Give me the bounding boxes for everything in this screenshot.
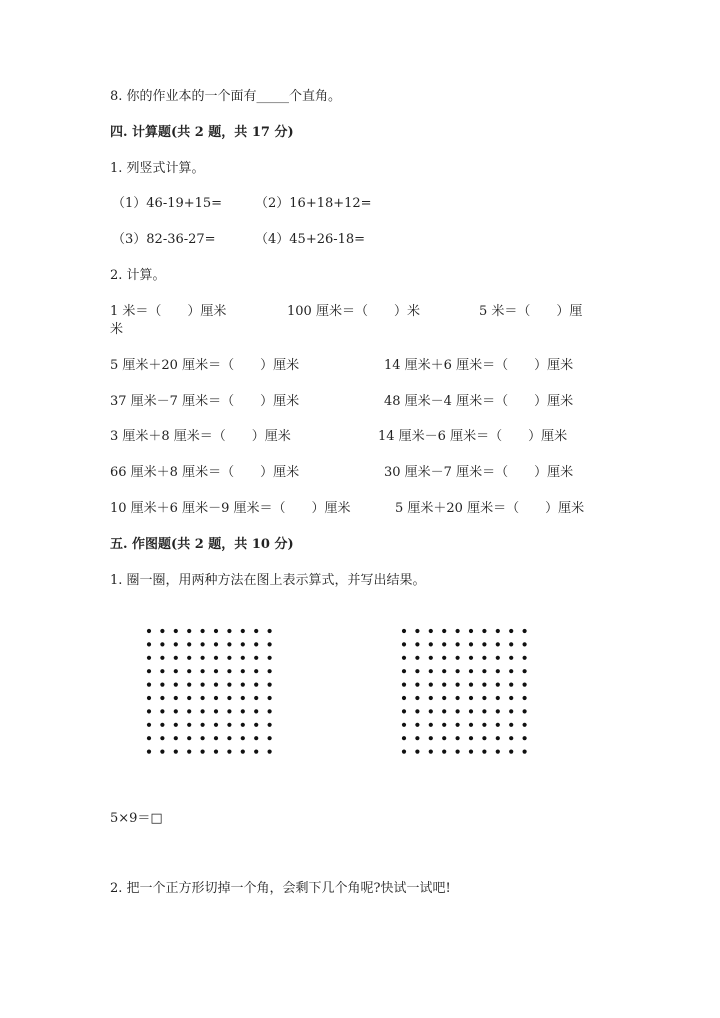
grid-dot <box>509 642 513 646</box>
grid-dot <box>214 629 218 633</box>
grid-dot <box>429 629 433 633</box>
grid-dot <box>268 683 272 687</box>
unit-item: 48 厘米－4 厘米＝（ ）厘米 <box>384 394 574 409</box>
grid-dot <box>482 750 486 754</box>
grid-dot <box>402 629 406 633</box>
grid-dot <box>227 696 231 700</box>
grid-dot <box>268 656 272 660</box>
grid-dot <box>442 696 446 700</box>
grid-dot <box>523 709 527 713</box>
grid-dot <box>482 683 486 687</box>
grid-dot <box>456 723 460 727</box>
grid-dot <box>241 723 245 727</box>
grid-dot <box>227 669 231 673</box>
grid-dot <box>227 683 231 687</box>
grid-dot <box>482 709 486 713</box>
grid-dot <box>496 696 500 700</box>
grid-dot <box>402 642 406 646</box>
section-4-title: 四. 计算题(共 2 题，共 17 分) <box>110 125 294 140</box>
grid-dot <box>429 736 433 740</box>
section-4-q2-title: 2. 计算。 <box>110 268 166 283</box>
grid-dot <box>429 669 433 673</box>
grid-dot <box>429 642 433 646</box>
grid-dot <box>187 736 191 740</box>
grid-dot <box>482 736 486 740</box>
grid-dot <box>268 642 272 646</box>
grid-dot <box>147 709 151 713</box>
grid-dot <box>496 642 500 646</box>
grid-dot <box>429 696 433 700</box>
grid-dot <box>456 642 460 646</box>
grid-dot <box>160 642 164 646</box>
grid-dot <box>523 656 527 660</box>
grid-dot <box>268 750 272 754</box>
grid-dot <box>509 629 513 633</box>
grid-dot <box>415 629 419 633</box>
grid-dot <box>442 736 446 740</box>
dot-grid-right <box>398 625 538 765</box>
grid-dot <box>160 696 164 700</box>
grid-dot <box>402 723 406 727</box>
grid-dot <box>187 696 191 700</box>
grid-dot <box>227 723 231 727</box>
grid-dot <box>160 723 164 727</box>
section-5-q1-title: 1. 圈一圈，用两种方法在图上表示算式，并写出结果。 <box>110 573 426 588</box>
grid-dot <box>214 723 218 727</box>
grid-dot <box>147 642 151 646</box>
unit-row-1 <box>110 303 610 321</box>
grid-dot <box>402 709 406 713</box>
grid-dot <box>509 669 513 673</box>
grid-dot <box>254 669 258 673</box>
grid-dot <box>254 709 258 713</box>
grid-dot <box>187 723 191 727</box>
unit-row-2 <box>110 357 610 375</box>
grid-dot <box>147 683 151 687</box>
grid-dot <box>187 683 191 687</box>
grid-dot <box>496 736 500 740</box>
grid-dot <box>496 683 500 687</box>
unit-item: 14 厘米＋6 厘米＝（ ）厘米 <box>384 358 574 373</box>
grid-dot <box>201 656 205 660</box>
grid-dot <box>241 709 245 713</box>
grid-dot <box>174 709 178 713</box>
grid-dot <box>241 656 245 660</box>
grid-dot <box>469 642 473 646</box>
grid-dot <box>523 642 527 646</box>
section-5-title: 五. 作图题(共 2 题，共 10 分) <box>110 537 294 552</box>
grid-dot <box>509 723 513 727</box>
grid-dot <box>160 669 164 673</box>
grid-dot <box>241 736 245 740</box>
grid-dot <box>241 669 245 673</box>
grid-dot <box>174 750 178 754</box>
grid-dot <box>482 723 486 727</box>
grid-dot <box>456 709 460 713</box>
grid-dot <box>227 736 231 740</box>
unit-item: 5 厘米＋20 厘米＝（ ）厘米 <box>395 501 585 516</box>
grid-dot <box>469 750 473 754</box>
grid-dot <box>214 656 218 660</box>
grid-dot <box>187 709 191 713</box>
grid-dot <box>523 736 527 740</box>
grid-dot <box>482 656 486 660</box>
grid-dot <box>201 629 205 633</box>
grid-dot <box>442 683 446 687</box>
grid-dot <box>509 683 513 687</box>
grid-dot <box>469 736 473 740</box>
grid-dot <box>227 656 231 660</box>
grid-dot <box>268 723 272 727</box>
grid-dot <box>254 656 258 660</box>
grid-dot <box>482 669 486 673</box>
grid-dot <box>160 629 164 633</box>
unit-item: 30 厘米－7 厘米＝（ ）厘米 <box>384 465 574 480</box>
grid-dot <box>268 736 272 740</box>
grid-dot <box>442 723 446 727</box>
grid-dot <box>201 669 205 673</box>
grid-dot <box>509 709 513 713</box>
grid-dot <box>241 750 245 754</box>
grid-dot <box>174 642 178 646</box>
grid-dot <box>402 696 406 700</box>
grid-dot <box>442 709 446 713</box>
grid-dot <box>227 642 231 646</box>
grid-dot <box>509 656 513 660</box>
grid-dot <box>482 642 486 646</box>
grid-dot <box>214 642 218 646</box>
grid-dot <box>456 750 460 754</box>
grid-dot <box>523 683 527 687</box>
grid-dot <box>415 642 419 646</box>
unit-item: 10 厘米＋6 厘米－9 厘米＝（ ）厘米 <box>110 501 351 516</box>
grid-dot <box>187 656 191 660</box>
grid-dot <box>147 696 151 700</box>
grid-dot <box>469 696 473 700</box>
grid-dot <box>402 669 406 673</box>
grid-dot <box>160 656 164 660</box>
grid-dot <box>147 736 151 740</box>
grid-dot <box>174 723 178 727</box>
grid-dot <box>147 656 151 660</box>
unit-row-3 <box>110 393 610 411</box>
grid-dot <box>254 629 258 633</box>
unit-row-4 <box>110 428 610 446</box>
grid-dot <box>187 750 191 754</box>
section-4-q1-title: 1. 列竖式计算。 <box>110 161 205 176</box>
grid-dot <box>147 723 151 727</box>
grid-dot <box>415 750 419 754</box>
grid-dot <box>254 736 258 740</box>
grid-dot <box>402 683 406 687</box>
grid-dot <box>147 750 151 754</box>
grid-dot <box>415 656 419 660</box>
grid-dot <box>201 696 205 700</box>
grid-dot <box>496 750 500 754</box>
dot-grid-left <box>143 625 283 765</box>
grid-dot <box>456 736 460 740</box>
grid-dot <box>509 750 513 754</box>
grid-dot <box>147 669 151 673</box>
grid-dot <box>415 696 419 700</box>
grid-dot <box>187 629 191 633</box>
unit-row-5 <box>110 464 610 482</box>
grid-dot <box>201 736 205 740</box>
grid-dot <box>268 696 272 700</box>
vertical-calc-item-1: （1）46-19+15= <box>112 196 223 211</box>
grid-dot <box>456 683 460 687</box>
question-8: 8. 你的作业本的一个面有_____个直角。 <box>110 89 342 104</box>
grid-dot <box>429 683 433 687</box>
grid-dot <box>214 750 218 754</box>
grid-dot <box>469 656 473 660</box>
grid-dot <box>469 683 473 687</box>
grid-dot <box>187 669 191 673</box>
grid-dot <box>442 669 446 673</box>
grid-dot <box>469 709 473 713</box>
grid-dot <box>201 683 205 687</box>
grid-dot <box>456 669 460 673</box>
grid-dot <box>469 669 473 673</box>
grid-dot <box>496 709 500 713</box>
grid-dot <box>174 683 178 687</box>
grid-dot <box>456 629 460 633</box>
grid-dot <box>496 629 500 633</box>
grid-dot <box>174 629 178 633</box>
grid-dot <box>268 669 272 673</box>
vertical-calc-item-2: （2）16+18+12= <box>255 196 372 211</box>
grid-dot <box>227 709 231 713</box>
unit-item: 5 厘米＋20 厘米＝（ ）厘米 <box>110 358 300 373</box>
grid-dot <box>509 736 513 740</box>
grid-dot <box>160 683 164 687</box>
grid-dot <box>429 656 433 660</box>
unit-item: 3 厘米＋8 厘米＝（ ）厘米 <box>110 429 291 444</box>
grid-dot <box>254 723 258 727</box>
grid-dot <box>523 750 527 754</box>
grid-dot <box>415 709 419 713</box>
grid-dot <box>415 723 419 727</box>
grid-dot <box>482 696 486 700</box>
unit-item: 100 厘米＝（ ）米 <box>287 304 420 319</box>
grid-dot <box>496 723 500 727</box>
grid-dot <box>254 642 258 646</box>
grid-dot <box>496 656 500 660</box>
grid-dot <box>523 723 527 727</box>
unit-item: 37 厘米－7 厘米＝（ ）厘米 <box>110 394 300 409</box>
grid-dot <box>402 656 406 660</box>
grid-dot <box>214 709 218 713</box>
grid-dot <box>456 696 460 700</box>
grid-dot <box>241 696 245 700</box>
grid-dot <box>442 629 446 633</box>
grid-dot <box>442 642 446 646</box>
grid-dot <box>160 709 164 713</box>
grid-dot <box>227 629 231 633</box>
grid-dot <box>214 669 218 673</box>
unit-item: 1 米＝（ ）厘米 <box>110 304 227 319</box>
grid-dot <box>201 642 205 646</box>
equation-answer: 5×9＝□ <box>110 811 163 826</box>
grid-dot <box>187 642 191 646</box>
grid-dot <box>241 642 245 646</box>
grid-dot <box>429 723 433 727</box>
grid-dot <box>174 736 178 740</box>
grid-dot <box>469 723 473 727</box>
grid-dot <box>496 669 500 673</box>
grid-dot <box>415 736 419 740</box>
grid-dot <box>214 696 218 700</box>
grid-dot <box>214 683 218 687</box>
grid-dot <box>174 656 178 660</box>
grid-dot <box>160 750 164 754</box>
unit-row-1-wrap: 米 <box>110 322 124 337</box>
grid-dot <box>227 750 231 754</box>
unit-item: 14 厘米－6 厘米＝（ ）厘米 <box>378 429 568 444</box>
grid-dot <box>402 750 406 754</box>
grid-dot <box>456 656 460 660</box>
grid-dot <box>268 709 272 713</box>
grid-dot <box>415 669 419 673</box>
grid-dot <box>174 669 178 673</box>
grid-dot <box>402 736 406 740</box>
grid-dot <box>214 736 218 740</box>
grid-dot <box>429 709 433 713</box>
grid-dot <box>509 696 513 700</box>
grid-dot <box>254 696 258 700</box>
grid-dot <box>201 750 205 754</box>
grid-dot <box>201 723 205 727</box>
vertical-calc-item-3: （3）82-36-27= <box>112 232 216 247</box>
section-5-q2-title: 2. 把一个正方形切掉一个角，会剩下几个角呢?快试一试吧! <box>110 881 451 896</box>
grid-dot <box>160 736 164 740</box>
grid-dot <box>482 629 486 633</box>
grid-dot <box>415 683 419 687</box>
vertical-calc-item-4: （4）45+26-18= <box>255 232 366 247</box>
grid-dot <box>201 709 205 713</box>
grid-dot <box>241 629 245 633</box>
unit-item: 5 米＝（ ）厘 <box>479 304 583 319</box>
grid-dot <box>442 656 446 660</box>
grid-dot <box>469 629 473 633</box>
grid-dot <box>268 629 272 633</box>
grid-dot <box>523 629 527 633</box>
grid-dot <box>241 683 245 687</box>
unit-row-6 <box>110 500 610 518</box>
grid-dot <box>523 669 527 673</box>
grid-dot <box>254 750 258 754</box>
grid-dot <box>147 629 151 633</box>
grid-dot <box>523 696 527 700</box>
grid-dot <box>174 696 178 700</box>
unit-item: 66 厘米＋8 厘米＝（ ）厘米 <box>110 465 300 480</box>
grid-dot <box>254 683 258 687</box>
grid-dot <box>442 750 446 754</box>
grid-dot <box>429 750 433 754</box>
